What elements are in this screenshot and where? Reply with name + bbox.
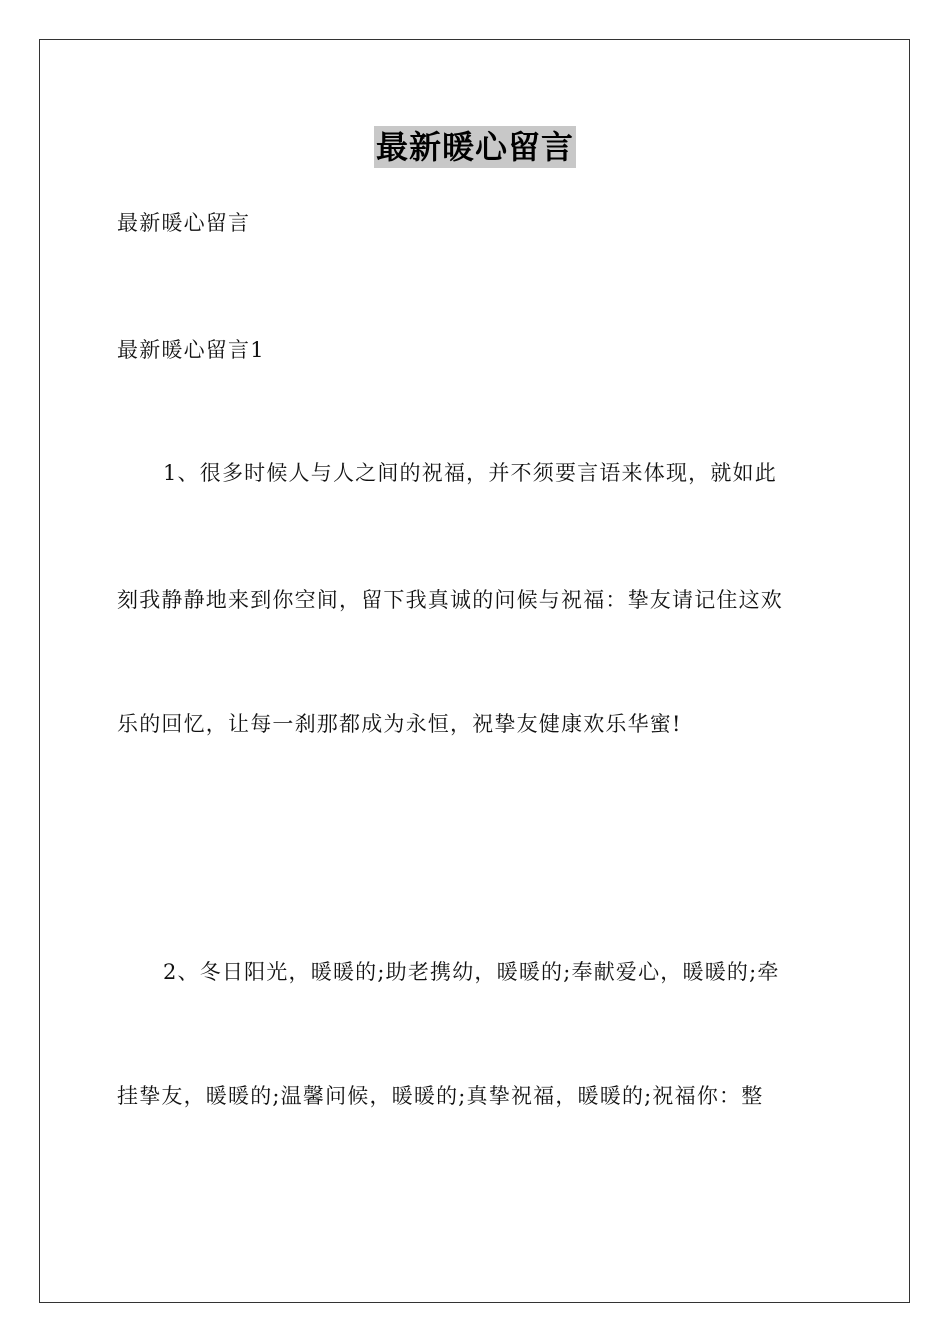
paragraph-1-line-2: 刻我静静地来到你空间，留下我真诚的问候与祝福：挚友请记住这欢 bbox=[117, 588, 783, 612]
paragraph-1-line-1: 1、很多时候人与人之间的祝福，并不须要言语来体现，就如此 bbox=[163, 461, 777, 485]
document-subtitle: 最新暖心留言 bbox=[117, 211, 251, 235]
paragraph-1-line-3: 乐的回忆，让每一刹那都成为永恒，祝挚友健康欢乐华蜜! bbox=[117, 712, 682, 736]
section-heading: 最新暖心留言1 bbox=[117, 338, 265, 362]
paragraph-2-line-1: 2、冬日阳光，暖暖的;助老携幼，暖暖的;奉献爱心，暖暖的;牵 bbox=[163, 960, 780, 984]
paragraph-2-line-2: 挂挚友，暖暖的;温馨问候，暖暖的;真挚祝福，暖暖的;祝福你：整 bbox=[117, 1084, 764, 1108]
document-title-container bbox=[0, 126, 950, 168]
document-title: 最新暖心留言 bbox=[375, 128, 574, 166]
